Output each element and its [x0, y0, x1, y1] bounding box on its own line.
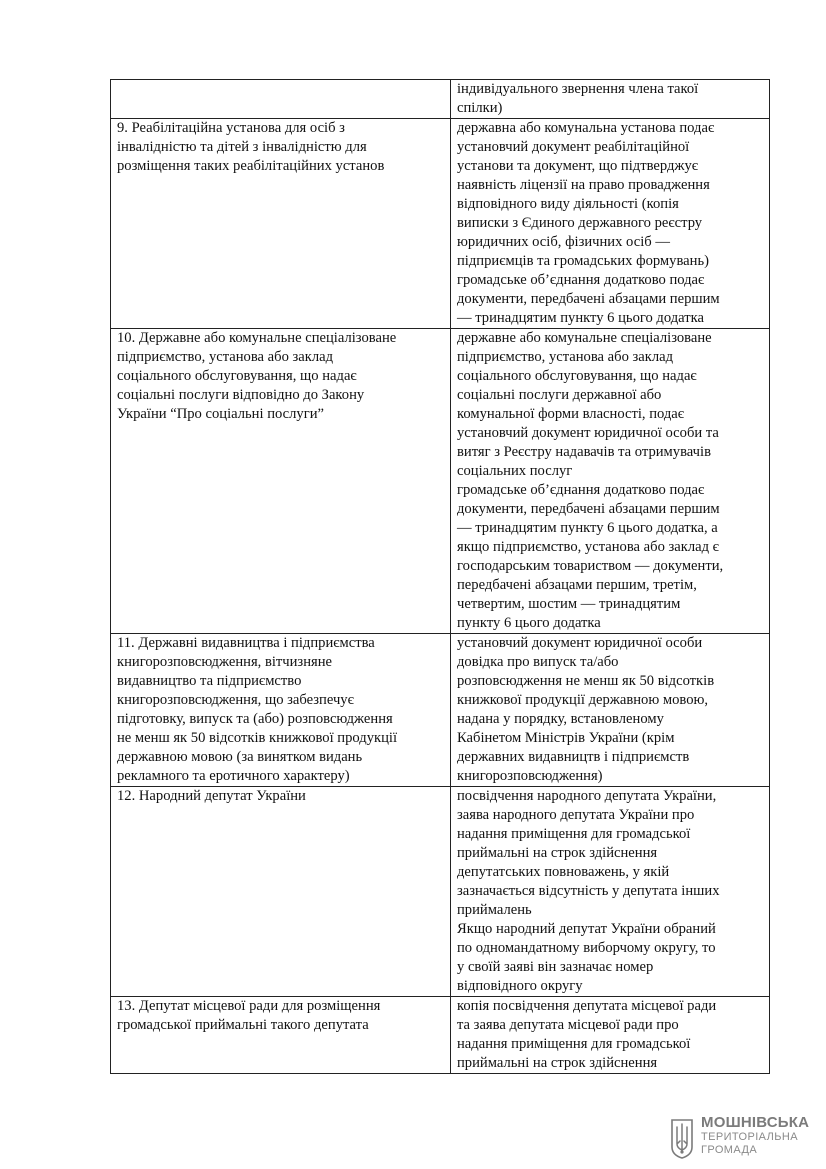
- text-line: книгорозповсюдження, вітчизняне: [117, 654, 333, 670]
- text-line: пункту 6 цього додатка: [457, 615, 601, 631]
- trident-icon: [668, 1117, 696, 1159]
- text-line: розповсюдження не менш як 50 відсотків: [457, 673, 715, 689]
- text-line: якщо підприємство, установа або заклад є: [457, 539, 719, 555]
- text-line: надана у порядку, встановленому: [457, 711, 664, 727]
- text-line: підготовку, випуск та (або) розповсюдження: [117, 711, 393, 727]
- text-line: України “Про соціальні послуги”: [117, 406, 324, 422]
- text-line: передбачені абзацами першим, третім,: [457, 577, 697, 593]
- text-line: громадське об’єднання додатково подає: [457, 482, 705, 498]
- text-line: — тринадцятим пункту 6 цього додатка: [457, 310, 704, 326]
- text-line: соціального обслуговування, що надає: [457, 368, 697, 384]
- text-line: рекламного та еротичного характеру): [117, 768, 350, 784]
- document-table: [110, 79, 770, 1074]
- text-line: довідка про випуск та/або: [457, 654, 619, 670]
- text-line: юридичних осіб, фізичних осіб —: [457, 234, 670, 250]
- text-line: Кабінетом Міністрів України (крім: [457, 730, 675, 746]
- text-line: не менш як 50 відсотків книжкової продукції: [117, 730, 397, 746]
- logo-subtitle-1: ТЕРИТОРІАЛЬНА: [701, 1131, 798, 1143]
- logo-name: МОШНІВСЬКА: [701, 1114, 810, 1131]
- text-line: 12. Народний депутат України: [117, 788, 306, 804]
- text-line: приймальні на строк здійснення: [457, 1055, 658, 1071]
- category-cell: [111, 997, 451, 1074]
- text-line: комунальної форми власності, подає: [457, 406, 685, 422]
- documents-cell: [451, 997, 770, 1074]
- text-line: у своїй заяві він зазначає номер: [457, 959, 654, 975]
- text-line: відповідного округу: [457, 978, 583, 994]
- documents-cell: [451, 329, 770, 634]
- text-line: підприємців та громадських формувань): [457, 253, 709, 269]
- category-cell: [111, 329, 451, 634]
- text-line: видавництво та підприємство: [117, 673, 302, 689]
- text-line: установчий документ юридичної особи та: [457, 425, 719, 441]
- text-line: книгорозповсюдження, що забезпечує: [117, 692, 354, 708]
- text-line: державна або комунальна установа подає: [457, 120, 715, 136]
- community-logo: [668, 1113, 808, 1161]
- text-line: соціальних послуг: [457, 463, 573, 479]
- text-line: — тринадцятим пункту 6 цього додатка, а: [457, 520, 718, 536]
- text-line: громадське об’єднання додатково подає: [457, 272, 705, 288]
- text-line: спілки): [457, 100, 503, 116]
- text-line: копія посвідчення депутата місцевої ради: [457, 998, 717, 1014]
- text-line: заява народного депутата України про: [457, 807, 695, 823]
- table-row: [111, 329, 770, 634]
- text-line: соціального обслуговування, що надає: [117, 368, 357, 384]
- text-line: господарським товариством — документи,: [457, 558, 724, 574]
- category-cell: [111, 787, 451, 997]
- text-line: витяг з Реєстру надавачів та отримувачів: [457, 444, 711, 460]
- text-line: приймалень: [457, 902, 532, 918]
- text-line: депутатських повноважень, у якій: [457, 864, 670, 880]
- text-line: державних видавництв і підприємств: [457, 749, 690, 765]
- category-cell: [111, 634, 451, 787]
- text-line: соціальні послуги відповідно до Закону: [117, 387, 365, 403]
- table-row: [111, 787, 770, 997]
- documents-cell: [451, 634, 770, 787]
- text-line: наявність ліцензії на право провадження: [457, 177, 710, 193]
- text-line: державною мовою (за винятком видань: [117, 749, 363, 765]
- text-line: 10. Державне або комунальне спеціалізоване: [117, 330, 397, 346]
- text-line: державне або комунальне спеціалізоване: [457, 330, 712, 346]
- text-line: документи, передбачені абзацами першим: [457, 501, 720, 517]
- logo-subtitle-2: ГРОМАДА: [701, 1144, 758, 1156]
- text-line: підприємство, установа або заклад: [117, 349, 334, 365]
- text-line: книгорозповсюдження): [457, 768, 603, 784]
- text-line: відповідного виду діяльності (копія: [457, 196, 679, 212]
- text-line: посвідчення народного депутата України,: [457, 788, 717, 804]
- text-line: по одномандатному виборчому округу, то: [457, 940, 716, 956]
- text-line: приймальні на строк здійснення: [457, 845, 658, 861]
- text-line: 9. Реабілітаційна установа для осіб з: [117, 120, 345, 136]
- category-cell: [111, 80, 451, 119]
- text-line: зазначається відсутність у депутата інших: [457, 883, 720, 899]
- text-line: четвертим, шостим — тринадцятим: [457, 596, 681, 612]
- table-row: [111, 997, 770, 1074]
- text-line: інвалідністю та дітей з інвалідністю для: [117, 139, 367, 155]
- logo-text: [701, 1115, 809, 1157]
- documents-cell: [451, 119, 770, 329]
- table-row: [111, 119, 770, 329]
- text-line: розміщення таких реабілітаційних установ: [117, 158, 385, 174]
- category-cell: [111, 119, 451, 329]
- text-line: громадської приймальні такого депутата: [117, 1017, 369, 1033]
- text-line: підприємство, установа або заклад: [457, 349, 674, 365]
- text-line: 11. Державні видавництва і підприємства: [117, 635, 375, 651]
- table-row: [111, 80, 770, 119]
- documents-cell: [451, 787, 770, 997]
- text-line: та заява депутата місцевої ради про: [457, 1017, 679, 1033]
- text-line: надання приміщення для громадської: [457, 1036, 691, 1052]
- text-line: 13. Депутат місцевої ради для розміщення: [117, 998, 381, 1014]
- text-line: виписки з Єдиного державного реєстру: [457, 215, 703, 231]
- table-body: [111, 80, 770, 1074]
- text-line: книжкової продукції державною мовою,: [457, 692, 709, 708]
- text-line: Якщо народний депутат України обраний: [457, 921, 716, 937]
- text-line: установчий документ реабілітаційної: [457, 139, 690, 155]
- text-line: документи, передбачені абзацами першим: [457, 291, 720, 307]
- text-line: установчий документ юридичної особи: [457, 635, 703, 651]
- table-row: [111, 634, 770, 787]
- text-line: надання приміщення для громадської: [457, 826, 691, 842]
- documents-cell: [451, 80, 770, 119]
- text-line: соціальні послуги державної або: [457, 387, 662, 403]
- text-line: установи та документ, що підтверджує: [457, 158, 699, 174]
- text-line: індивідуального звернення члена такої: [457, 81, 699, 97]
